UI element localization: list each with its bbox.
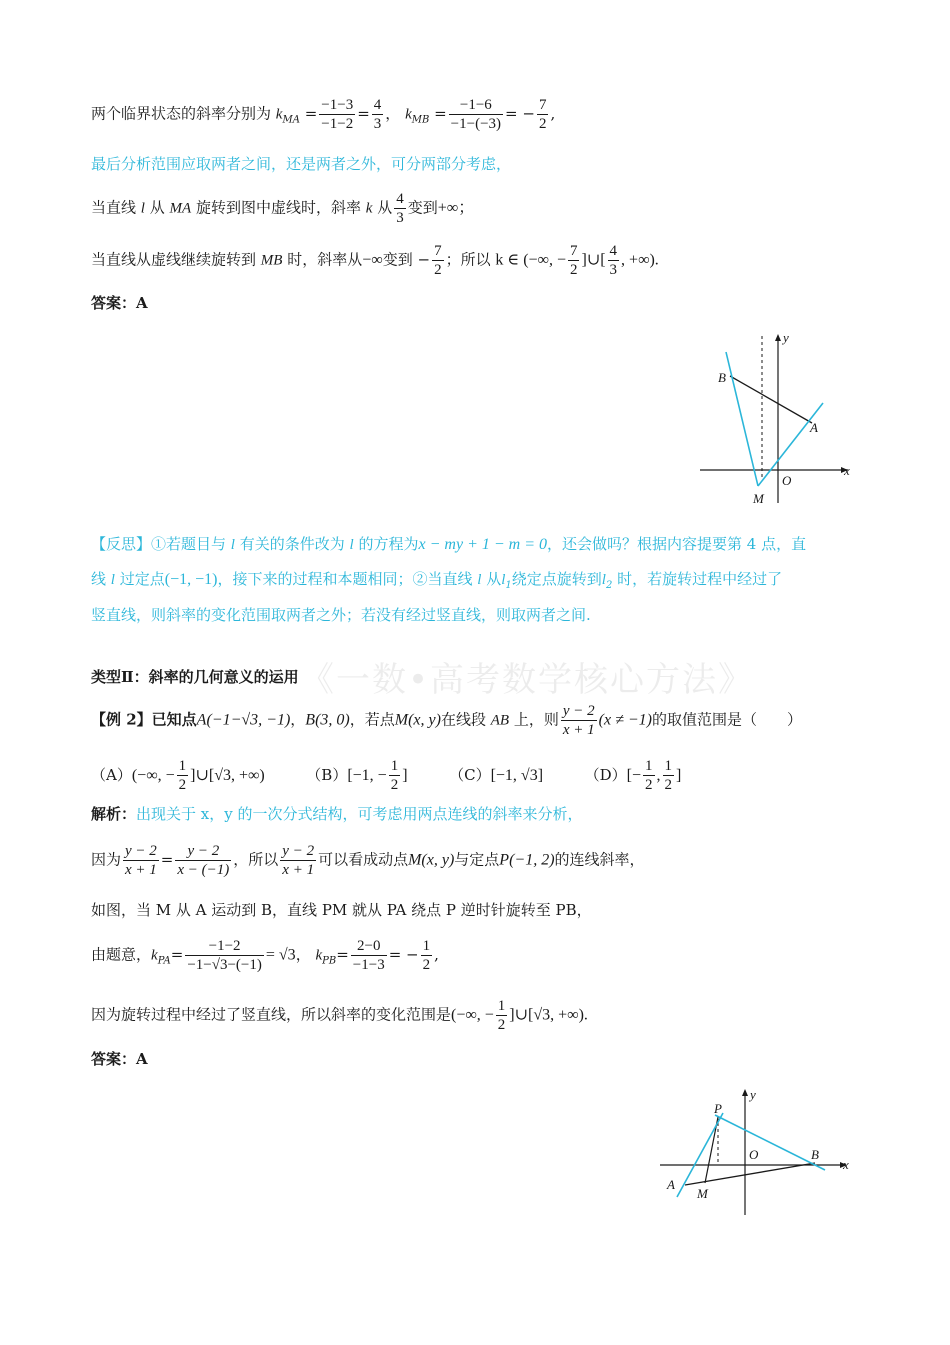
fraction: $\frac{7}{2}$ — [434, 243, 442, 278]
fraction: $\frac{1}{2}$ — [390, 758, 399, 793]
rotation-part2: 当直线从虚线继续旋转到 MB 时，斜率从−∞变到 − $\frac{7}{2}$ ；所以 k ∈ (−∞, − $\frac{7}{2}$ ]∪[ $\frac{4}{3}$ , +∞). — [91, 243, 659, 278]
label-p: P — [714, 1101, 722, 1116]
label-x: x — [844, 463, 850, 478]
line-pa — [677, 1113, 723, 1197]
fraction: $\frac{7}{2}$ — [569, 243, 578, 278]
answer-2: 答案：A — [91, 1050, 148, 1068]
option-a[interactable]: （A）(−∞, − $\frac{1}{2}$ ]∪[√3, +∞) — [91, 758, 265, 793]
line-pb — [715, 1115, 825, 1170]
fraction: $\frac{4}{3}$ — [396, 191, 404, 226]
label-x: x — [843, 1157, 849, 1172]
fraction: $\frac{y - 2}{x - (-1)}$ — [177, 843, 230, 878]
fraction: $\frac{1}{2}$ — [422, 938, 431, 973]
label-o: O — [749, 1147, 759, 1162]
label-a: A — [810, 420, 818, 435]
fraction: $\frac{-1-3}{-1-2}$ — [321, 97, 354, 132]
label-y: y — [750, 1087, 756, 1102]
label-b: B — [811, 1147, 819, 1162]
answer-1: 答案：A — [91, 294, 148, 312]
rotation-part1: 当直线 l 从 MA 旋转到图中虚线时，斜率 k 从 $\frac{4}{3}$ 变到+∞； — [91, 191, 475, 226]
watermark: 《一数•高考数学核心方法》 — [300, 660, 755, 700]
y-axis-arrow-icon — [775, 334, 781, 341]
fraction: $\frac{1}{2}$ — [497, 998, 506, 1033]
analysis-note: 最后分析范围应取两者之间，还是两者之外，可分两部分考虑， — [91, 155, 512, 173]
final-line: 因为旋转过程中经过了竖直线，所以斜率的变化范围是(−∞, − $\frac{1}{2}$ ]∪[√3, +∞). — [91, 998, 588, 1033]
given-line: 由题意，$k_{PA}=$ $\frac{-1-2}{-1-√3-(-1)}$ = √3， $k_{PB}=$ $\frac{2-0}{-1-3}$ = − $\frac{1}{2}$ , — [91, 938, 439, 973]
line-mb — [726, 352, 758, 486]
fraction: $\frac{y - 2}{x + 1}$ — [562, 703, 595, 738]
fraction: $\frac{y - 2}{x + 1}$ — [282, 843, 315, 878]
options-row — [91, 757, 681, 794]
fraction: $\frac{7}{2}$ — [538, 97, 547, 132]
solution-intro: 解析：出现关于 x，y 的一次分式结构，可考虑用两点连线的斜率来分析， — [91, 805, 583, 823]
as-figure-line: 如图，当 M 从 A 运动到 B，直线 PM 就从 PA 绕点 P 逆时针旋转至 PB， — [91, 901, 592, 919]
slope-critical-line: 两个临界状态的斜率分别为 $k_{MA}$ = $\frac{-1-3}{-1-2}$ = $\frac{4}{3}$ ， $k_{MB}$ = $\frac{-1-6}{-1-(-3)}$ = − $\frac{7}{2}$ , — [91, 97, 556, 132]
reflection-line-2: 线 l 过定点(−1, −1)，接下来的过程和本题相同；②当直线 l 从$l_1$绕定点旋转到$l_2$ 时，若旋转过程中经过了 — [91, 570, 783, 591]
fraction: $\frac{-1-2}{-1-√3-(-1)}$ — [187, 938, 262, 973]
label-y: y — [783, 330, 789, 345]
fraction: $\frac{y - 2}{x + 1}$ — [125, 843, 157, 878]
section-heading: 类型Ⅱ：斜率的几何意义的运用 — [91, 668, 299, 686]
because-line: 因为 $\frac{y - 2}{x + 1}$ = $\frac{y - 2}{x - (-1)}$ ，所以 $\frac{y - 2}{x + 1}$ 可以看成动点M(x, y)与定点P(−1, 2)的连线斜率， — [91, 843, 645, 878]
reflection-line-1: 【反思】①若题目与 l 有关的条件改为 l 的方程为x − my + 1 − m = 0，还会做吗？根据内容提要第 4 点，直 — [91, 535, 807, 553]
label-a: A — [667, 1177, 675, 1192]
example-2: 【例 2】已知点A(−1−√3, −1)，B(3, 0)，若点M(x, y)在线段 AB 上，则 $\frac{y - 2}{x + 1}$ (x ≠ −1)的取值范围是（ ） — [91, 703, 802, 738]
fraction: $\frac{4}{3}$ — [373, 97, 382, 132]
option-b[interactable]: （B）[−1, − $\frac{1}{2}$ ] — [306, 758, 408, 793]
label-o: O — [782, 473, 792, 488]
fraction: $\frac{4}{3}$ — [609, 243, 618, 278]
figure-2 — [655, 1085, 855, 1220]
fraction: $\frac{2-0}{-1-3}$ — [352, 938, 385, 973]
fraction: $\frac{1}{2}$ — [645, 758, 653, 793]
option-d[interactable]: （D）[− $\frac{1}{2}$ , $\frac{1}{2}$ ] — [584, 758, 682, 793]
option-c[interactable]: （C）[−1, √3] — [449, 765, 544, 784]
fraction: $\frac{1}{2}$ — [178, 758, 187, 793]
figure-1 — [690, 328, 860, 508]
segment-ab — [730, 376, 812, 423]
fraction: $\frac{1}{2}$ — [664, 758, 672, 793]
label-b: B — [718, 370, 726, 385]
segment-ab — [685, 1163, 815, 1185]
reflection-line-3: 竖直线，则斜率的变化范围取两者之外；若没有经过竖直线，则取两者之间. — [91, 606, 591, 624]
label-m: M — [753, 491, 764, 506]
y-axis-arrow-icon — [742, 1089, 748, 1096]
label-m: M — [697, 1186, 708, 1201]
fraction: $\frac{-1-6}{-1-(-3)}$ — [450, 97, 502, 132]
